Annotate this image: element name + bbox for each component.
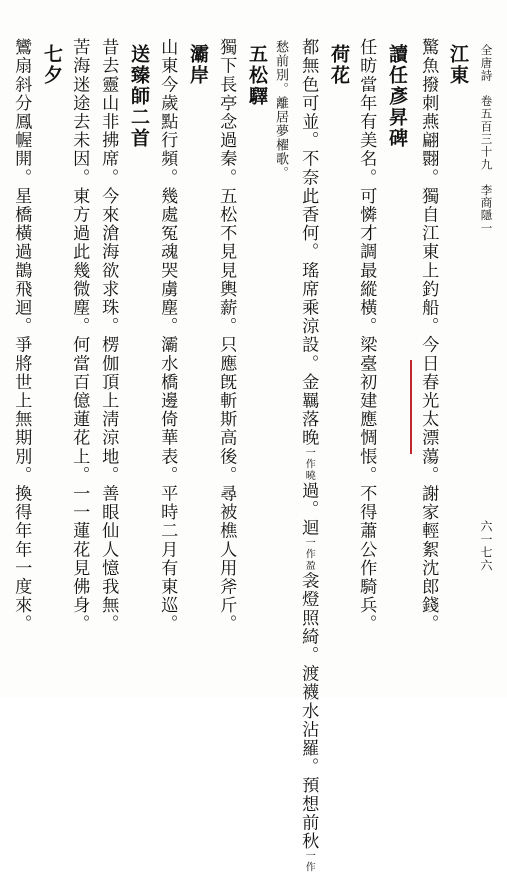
variant-note: 一作盈: [303, 537, 315, 572]
poem-line: 任昉當年有美名。可憐才調最縱橫。梁臺初建應惆悵。不得蕭公作騎兵。: [356, 38, 377, 634]
poem-title: 送臻師二首: [128, 44, 150, 149]
poem-line: 山東今歲點行頻。幾處冤魂哭虜塵。灞水橋邊倚華表。平時二月有東巡。: [157, 38, 178, 634]
variant-note: 一作曉: [303, 447, 315, 482]
poem-line: [298, 38, 319, 873]
variant-note: 一作: [303, 850, 315, 873]
running-header: 全唐詩 卷五百三十九 李商隱一: [479, 44, 494, 235]
poem-line: 驚魚撥刺燕翩翾。獨自江東上釣船。今日春光太漂蕩。謝家輕絮沈郎錢。: [418, 38, 439, 634]
poem-line: 苦海迷途去未因。東方過此幾微塵。何當百億蓮花上。一一蓮花見佛身。: [69, 38, 90, 634]
poem-title: 荷花: [328, 44, 350, 86]
poem-title: 江東: [447, 44, 469, 86]
poem-line: 鸞扇斜分鳳幄開。星橋橫過鵲飛迴。爭將世上無期別。換得年年一度來。: [11, 38, 32, 634]
poem-text: 都無色可並。不奈此香何。瑤席乘涼設。金羈落晚: [298, 38, 319, 448]
poem-text: 衾燈照綺。渡襪水沾羅。預想前秋: [298, 571, 319, 851]
poem-line-continuation: 愁前別。離居夢櫂歌。: [273, 40, 288, 180]
poem-line: 獨下長亭念過秦。五松不見見輿薪。只應旣斬斯高後。尋被樵人用斧斤。: [216, 38, 237, 634]
poem-title: 灞岸: [187, 44, 209, 86]
poem-title: 五松驛: [246, 44, 268, 107]
poem-title: 七夕: [41, 44, 63, 86]
page-number: 六一七六: [479, 520, 493, 572]
poem-title: 讀任彥昇碑: [386, 44, 408, 149]
poem-text: 過。迴: [298, 481, 319, 538]
poem-line: 昔去靈山非拂席。今來滄海欲求珠。楞伽頂上淸涼地。善眼仙人憶我無。: [98, 38, 119, 634]
underline-mark: [410, 360, 412, 454]
